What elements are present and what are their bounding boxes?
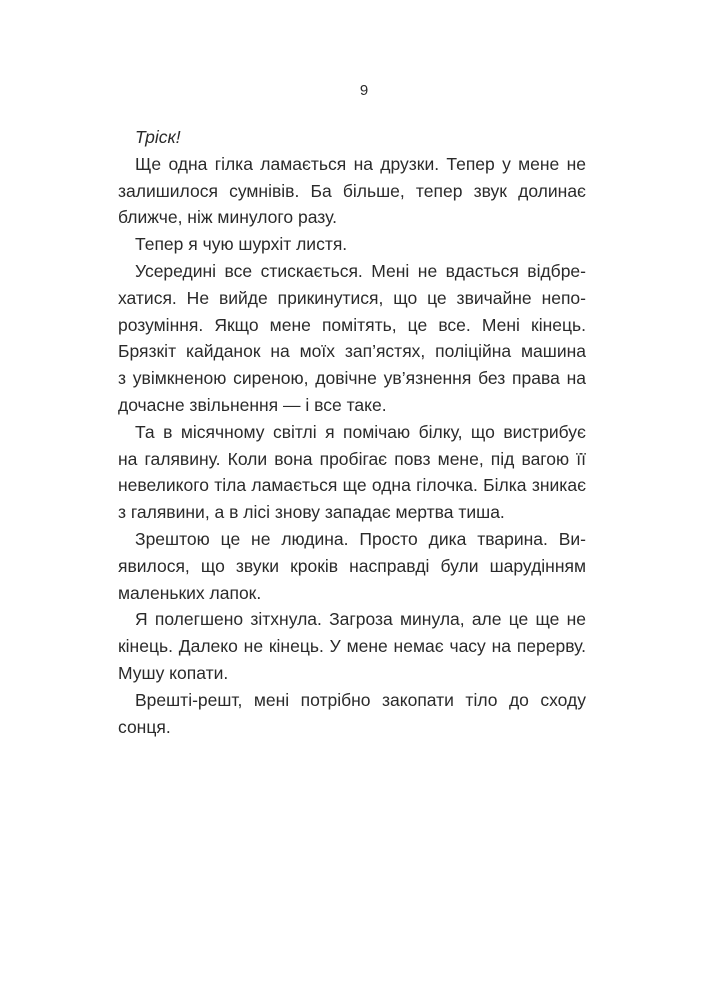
text-line: залишилося сумнівів. Ба більше, тепер звук долинає — [118, 180, 586, 201]
text-line: дочасне звільнення — і все таке. — [118, 394, 387, 415]
text-line: кінець. Далеко не кінець. У мене немає часу на перерву. — [118, 636, 586, 657]
text-line: Та в місячному світлі я помічаю білку, що вистрибує — [135, 421, 586, 442]
text-line: Ще одна гілка ламається на друзки. Тепер у мене не — [135, 153, 586, 174]
text-line: Брязкіт кайданок на моїх зап’ястях, поліційна машина — [118, 341, 586, 362]
text-line: на галявину. Коли вона пробігає повз мене, під вагою її — [118, 448, 586, 469]
text-line: з галявини, а в лісі знову западає мертва тиша. — [118, 502, 505, 523]
text-line: маленьких лапок. — [118, 582, 262, 603]
text-line: хатися. Не вийде прикинутися, що це звичайне непо- — [118, 287, 586, 308]
page-text — [118, 124, 586, 740]
text-line: Тепер я чую шурхіт листя. — [135, 234, 348, 255]
text-line: Я полегшено зітхнула. Загроза минула, але це ще не — [135, 609, 586, 630]
text-line: сонця. — [118, 716, 171, 737]
text-line: Усередині все стискається. Мені не вдасться відбре- — [135, 260, 586, 281]
text-line: розуміння. Якщо мене помітять, це все. Мені кінець. — [118, 314, 586, 335]
text-line: Врешті-решт, мені потрібно закопати тіло до сходу — [135, 689, 586, 710]
text-line: ближче, ніж минулого разу. — [118, 207, 337, 228]
text-line: Мушу копати. — [118, 662, 229, 683]
text-line: Тріск! — [135, 127, 181, 147]
text-line: явилося, що звуки кроків насправді були шарудінням — [118, 555, 586, 576]
text-line: з увімкненою сиреною, довічне ув’язнення без права на — [118, 368, 586, 389]
text-line: Зрештою це не людина. Просто дика тварина. Ви- — [135, 528, 586, 549]
page-number: 9 — [359, 82, 369, 99]
text-line: невеликого тіла ламається ще одна гілочка. Білка зникає — [118, 475, 586, 496]
